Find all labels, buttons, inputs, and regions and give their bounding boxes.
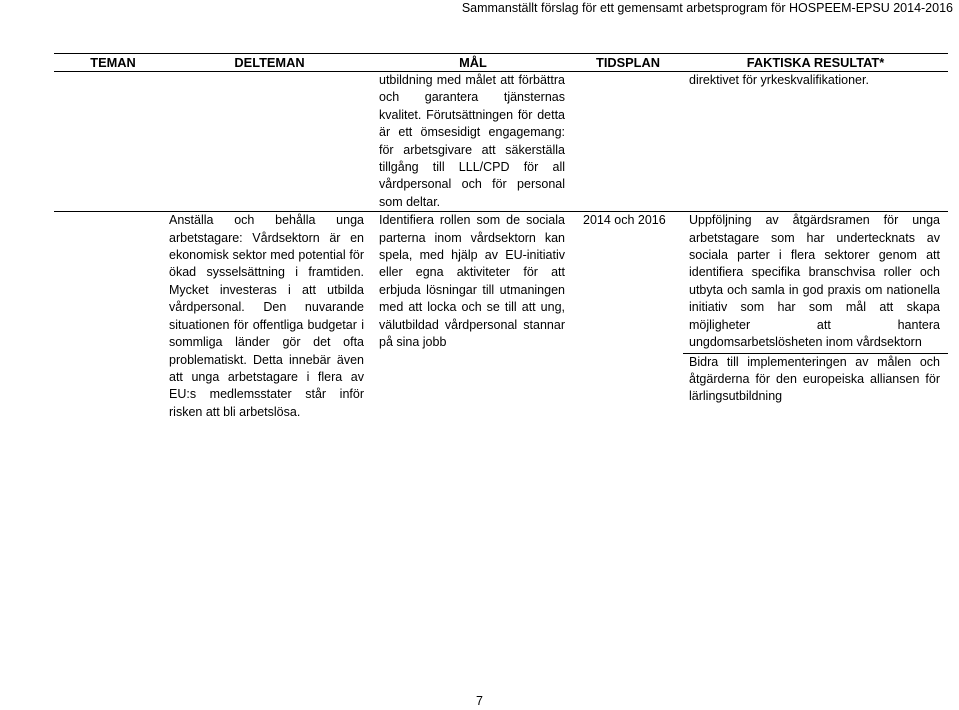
- resultat-item: Uppföljning av åtgärdsramen för unga arbetstagare som har undertecknats av sociala parter i flera sektorer genom att identifiera specifika branschvisa roller och utbyta och samla in god praxis om nationella initiativ som har som mål att skapa möjligheter att hantera ungdomsarbetslösheten inom vårdsektorn: [689, 213, 940, 350]
- page-number: 7: [476, 694, 483, 708]
- teman-cell: [54, 72, 166, 212]
- resultat-cell: [683, 212, 948, 421]
- resultat-cell: direktivet för yrkeskvalifikationer.: [683, 72, 948, 212]
- mal-cell: Identifiera rollen som de sociala parterna inom vårdsektorn kan spela, med hjälp av EU-initiativ eller egna aktiviteter för att erbjuda lösningar till utmaningen med att locka och se till att ung, välutbildad vårdpersonal stannar på sina jobb: [379, 213, 565, 350]
- column-header-teman: TEMAN: [54, 54, 166, 72]
- column-header-faktiska-resultat: FAKTISKA RESULTAT*: [683, 54, 948, 72]
- mal-cell: utbildning med målet att förbättra och garantera tjänsternas kvalitet. Förutsättningen för detta är ett ömsesidigt engagemang: för arbetsgivare att säkerställa tillgång till LLL/CPD för all vårdpersonal och för personal som deltar.: [373, 72, 573, 212]
- delteman-cell: Anställa och behålla unga arbetstagare: Vårdsektorn är en ekonomisk sektor med potential för ökad sysselsättning i framtiden. Mycket investeras i att utbilda vårdpersonal. Den nuvarande situationen för offentliga budgetar i sommliga länder gör det ofta problematiskt. Detta innebär även att unga arbetstagare i flera av EU:s medlemsstater står inför risken att bli arbetslösa.: [169, 213, 364, 419]
- teman-cell: [54, 212, 166, 421]
- column-header-delteman: DELTEMAN: [166, 54, 373, 72]
- table-row: [54, 212, 948, 421]
- work-program-table: [54, 53, 948, 421]
- table-row: [54, 72, 948, 212]
- delteman-cell: [166, 72, 373, 212]
- column-header-mal: MÅL: [373, 54, 573, 72]
- table-header-row: [54, 54, 948, 72]
- tidsplan-cell: [573, 72, 683, 212]
- column-header-tidsplan: TIDSPLAN: [573, 54, 683, 72]
- document-header: Sammanställt förslag för ett gemensamt arbetsprogram för HOSPEEM-EPSU 2014-2016: [461, 1, 953, 15]
- tidsplan-cell: 2014 och 2016: [583, 213, 666, 228]
- resultat-item: Bidra till implementeringen av målen och åtgärderna för den europeiska alliansen för lärlingsutbildning: [683, 353, 948, 406]
